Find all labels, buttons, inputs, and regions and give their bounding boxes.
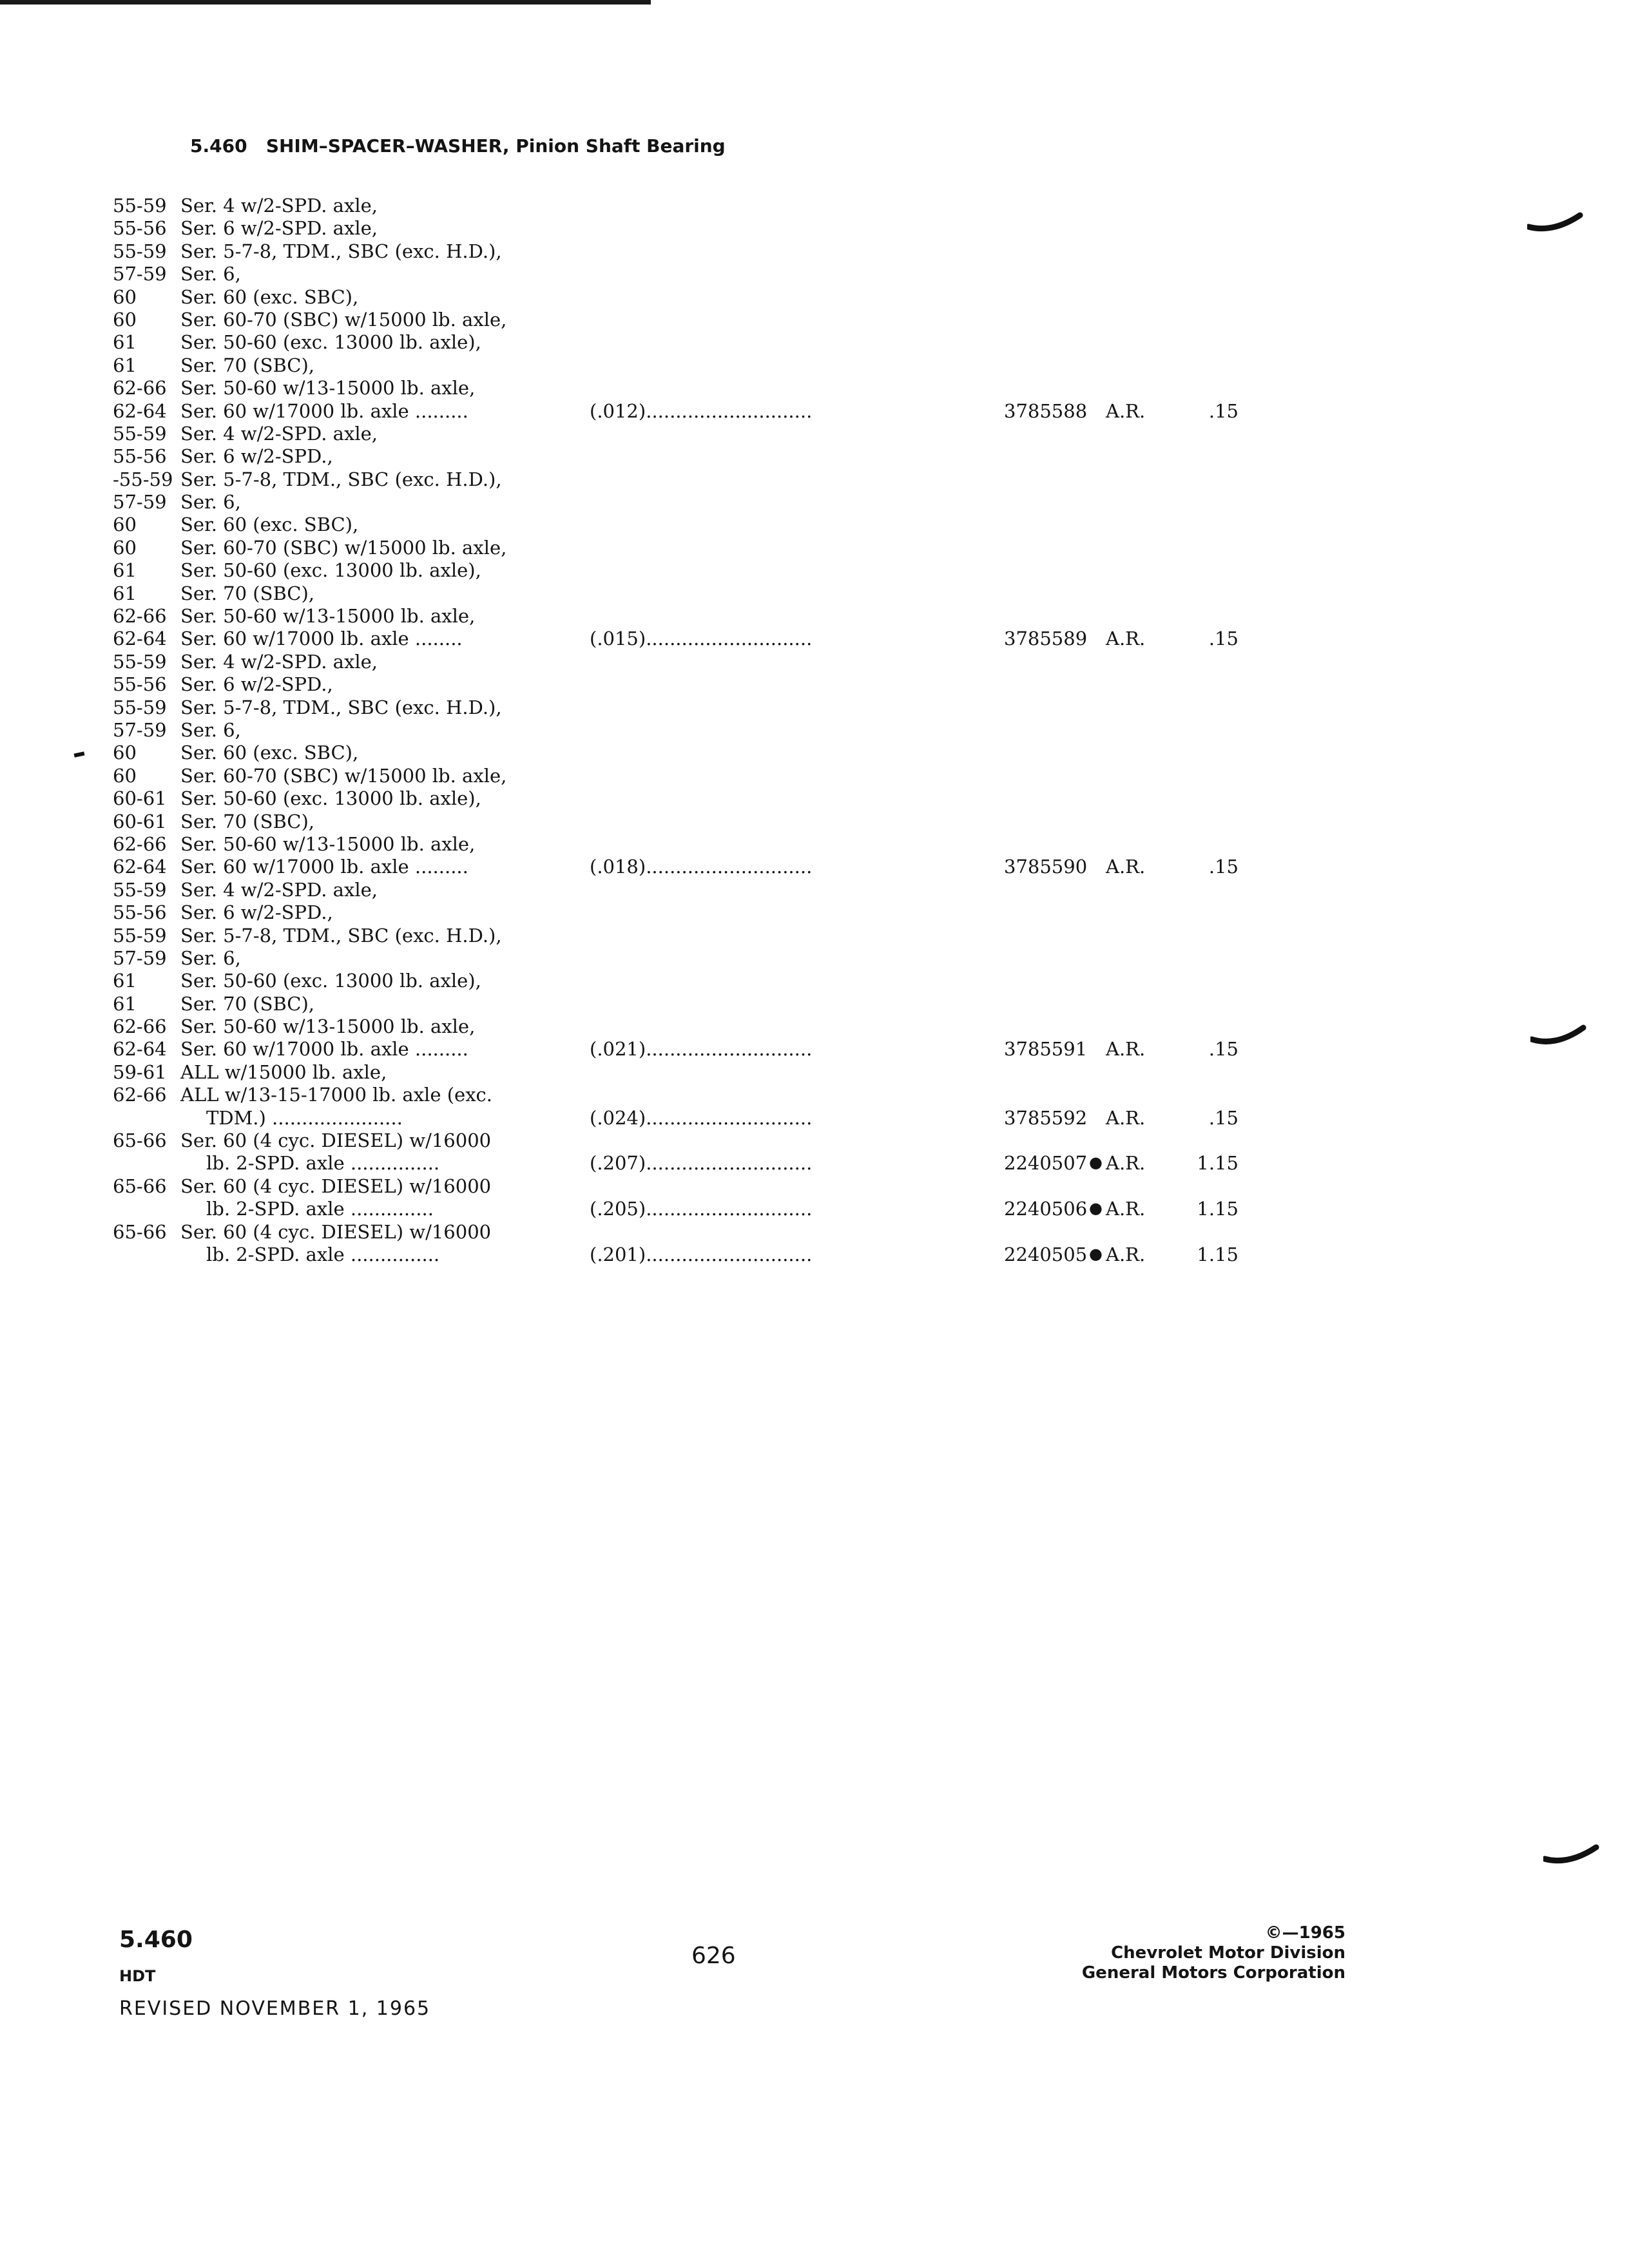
part-line [0, 742, 1629, 764]
part-line [0, 559, 1629, 582]
application-description: Ser. 70 (SBC), [180, 582, 315, 604]
part-line [0, 1198, 1629, 1220]
model-years: 55-56 [113, 673, 167, 696]
shim-thickness: (.021)............................ [590, 1038, 813, 1061]
part-line [0, 582, 1629, 605]
model-years: 55-59 [113, 878, 167, 901]
part-line [0, 400, 1629, 423]
quantity: A.R. [1106, 856, 1146, 878]
footer-corporation: General Motors Corporation [1081, 1963, 1345, 1983]
part-line [0, 1152, 1629, 1175]
margin-tick-mark [1527, 206, 1585, 238]
model-years: 55-59 [113, 195, 167, 216]
model-years: 60-61 [113, 787, 167, 810]
part-line [0, 673, 1629, 696]
application-description: Ser. 60 (exc. SBC), [180, 514, 359, 536]
application-description: Ser. 60 (4 cyc. DIESEL) w/16000 [180, 1220, 492, 1243]
model-years: 62-66 [113, 605, 167, 628]
model-years: 55-59 [113, 240, 167, 262]
application-description: Ser. 50-60 (exc. 13000 lb. axle), [180, 787, 481, 810]
model-years: 62-64 [113, 856, 167, 878]
model-years: 59-61 [113, 1061, 167, 1083]
model-years: 60 [113, 308, 137, 331]
application-description: lb. 2-SPD. axle ............... [206, 1152, 440, 1175]
shim-thickness: (.201)............................ [590, 1243, 813, 1265]
part-line [0, 1221, 1629, 1244]
model-years: 62-66 [113, 832, 167, 855]
application-description: Ser. 50-60 (exc. 13000 lb. axle), [180, 559, 481, 582]
part-line [0, 993, 1629, 1015]
part-group [0, 1061, 1629, 1129]
model-years: 57-59 [113, 947, 167, 969]
application-description: Ser. 60 (4 cyc. DIESEL) w/16000 [180, 1175, 492, 1197]
price: 1.15 [1197, 1152, 1239, 1175]
footer-copyright: ©—1965 [1265, 1923, 1345, 1943]
model-years: 61 [113, 582, 137, 604]
part-line [0, 286, 1629, 309]
part-number: 2240506 [1004, 1198, 1088, 1220]
part-group [0, 651, 1629, 879]
application-description: Ser. 6 w/2-SPD., [180, 901, 333, 924]
quantity: A.R. [1106, 628, 1146, 650]
top-rule [0, 0, 651, 5]
part-line [0, 765, 1629, 787]
model-years: 62-64 [113, 1038, 167, 1061]
part-group [0, 1175, 1629, 1221]
section-heading [190, 135, 726, 157]
application-description: Ser. 6 w/2-SPD., [180, 445, 333, 468]
application-description: Ser. 6 w/2-SPD. axle, [180, 217, 378, 240]
part-group [0, 195, 1629, 423]
part-line [0, 537, 1629, 559]
model-years: 61 [113, 970, 137, 992]
footer-model: HDT [119, 1967, 156, 1985]
application-description: Ser. 6, [180, 947, 241, 969]
model-years: 65-66 [113, 1220, 167, 1243]
part-number: 2240505 [1004, 1243, 1088, 1265]
model-years: 55-56 [113, 217, 167, 240]
application-description: Ser. 70 (SBC), [180, 992, 315, 1015]
part-line [0, 468, 1629, 491]
part-line [0, 1244, 1629, 1266]
model-years: 61 [113, 992, 137, 1015]
application-description: Ser. 60 w/17000 lb. axle ......... [180, 856, 468, 878]
shim-thickness: (.018)............................ [590, 856, 813, 878]
application-description: Ser. 50-60 (exc. 13000 lb. axle), [180, 970, 481, 992]
part-number: 3785588 [1004, 399, 1088, 422]
part-line [0, 263, 1629, 285]
application-description: Ser. 60 w/17000 lb. axle ......... [180, 1038, 468, 1061]
part-line [0, 1038, 1629, 1061]
application-description: Ser. 60 w/17000 lb. axle ......... [180, 399, 468, 422]
shim-thickness: (.024)............................ [590, 1106, 813, 1129]
part-line [0, 605, 1629, 628]
application-description: Ser. 50-60 w/13-15000 lb. axle, [180, 377, 476, 399]
part-line [0, 628, 1629, 650]
footer-revised-date: REVISED NOVEMBER 1, 1965 [119, 1997, 431, 2020]
part-line [0, 195, 1629, 217]
model-years: 57-59 [113, 263, 167, 285]
quantity: A.R. [1106, 399, 1146, 422]
price: .15 [1208, 856, 1239, 878]
application-description: Ser. 50-60 w/13-15000 lb. axle, [180, 605, 476, 628]
application-description: Ser. 60 w/17000 lb. axle ........ [180, 628, 463, 650]
part-group [0, 879, 1629, 1061]
application-description: Ser. 50-60 w/13-15000 lb. axle, [180, 1015, 476, 1038]
part-line [0, 377, 1629, 399]
part-line [0, 1175, 1629, 1198]
quantity: A.R. [1106, 1243, 1146, 1265]
section-title: SHIM–SPACER–WASHER, [265, 135, 510, 157]
part-number: 3785592 [1004, 1106, 1088, 1129]
part-line [0, 856, 1629, 878]
price: 1.15 [1197, 1243, 1239, 1265]
application-description: Ser. 70 (SBC), [180, 810, 315, 832]
model-years: 55-59 [113, 422, 167, 445]
application-description: ALL w/15000 lb. axle, [180, 1061, 387, 1083]
application-description: Ser. 60 (exc. SBC), [180, 742, 359, 764]
part-group [0, 423, 1629, 651]
model-years: 55-59 [113, 696, 167, 718]
parts-list [0, 195, 1629, 1266]
model-years: 61 [113, 559, 137, 582]
application-description: Ser. 50-60 w/13-15000 lb. axle, [180, 832, 476, 855]
model-years: 57-59 [113, 491, 167, 514]
application-description: lb. 2-SPD. axle ............... [206, 1243, 440, 1265]
model-years: 62-64 [113, 399, 167, 422]
application-description: ALL w/13-15-17000 lb. axle (exc. [180, 1084, 493, 1106]
model-years: 62-66 [113, 1084, 167, 1106]
application-description: Ser. 60 (exc. SBC), [180, 285, 359, 308]
new-part-bullet: ● [1089, 1153, 1103, 1172]
model-years: 62-66 [113, 1015, 167, 1038]
model-years: 60 [113, 764, 137, 787]
application-description: Ser. 70 (SBC), [180, 354, 315, 376]
application-description: Ser. 60-70 (SBC) w/15000 lb. axle, [180, 536, 507, 559]
price: .15 [1208, 628, 1239, 650]
application-description: Ser. 60-70 (SBC) w/15000 lb. axle, [180, 764, 507, 787]
application-description: Ser. 4 w/2-SPD. axle, [180, 195, 378, 216]
part-line [0, 811, 1629, 833]
model-years: 60 [113, 285, 137, 308]
part-line [0, 1015, 1629, 1038]
margin-tick-mark [1543, 1840, 1601, 1872]
model-years: 62-66 [113, 377, 167, 399]
application-description: Ser. 4 w/2-SPD. axle, [180, 422, 378, 445]
part-number: 3785591 [1004, 1038, 1088, 1061]
part-line [0, 1129, 1629, 1152]
application-description: Ser. 4 w/2-SPD. axle, [180, 878, 378, 901]
application-description: Ser. 4 w/2-SPD. axle, [180, 650, 378, 673]
part-line [0, 787, 1629, 810]
shim-thickness: (.207)............................ [590, 1152, 813, 1175]
model-years: 65-66 [113, 1129, 167, 1152]
application-description: Ser. 5-7-8, TDM., SBC (exc. H.D.), [180, 468, 502, 490]
page-number: 626 [691, 1943, 736, 1969]
model-years: 60 [113, 514, 137, 536]
footer-publisher [1082, 1923, 1345, 1983]
footer-division: Chevrolet Motor Division [1111, 1943, 1345, 1963]
application-description: Ser. 60 (4 cyc. DIESEL) w/16000 [180, 1129, 492, 1152]
part-line [0, 331, 1629, 354]
application-description: Ser. 6, [180, 491, 241, 514]
model-years: -55-59 [113, 468, 173, 490]
section-code: 5.460 [190, 135, 247, 157]
model-years: 60 [113, 536, 137, 559]
part-line [0, 491, 1629, 514]
model-years: 62-64 [113, 628, 167, 650]
part-line [0, 947, 1629, 970]
application-description: Ser. 6 w/2-SPD., [180, 673, 333, 696]
shim-thickness: (.015)............................ [590, 628, 813, 650]
application-description: Ser. 5-7-8, TDM., SBC (exc. H.D.), [180, 696, 502, 718]
price: .15 [1208, 1038, 1239, 1061]
model-years: 60 [113, 742, 137, 764]
part-line [0, 925, 1629, 947]
margin-tick-mark [1530, 1021, 1588, 1053]
model-years: 61 [113, 331, 137, 354]
part-line [0, 901, 1629, 924]
new-part-bullet: ● [1089, 1244, 1103, 1263]
model-years: 61 [113, 354, 137, 376]
part-line [0, 833, 1629, 856]
model-years: 55-59 [113, 650, 167, 673]
part-group [0, 1221, 1629, 1267]
part-line [0, 354, 1629, 377]
application-description: TDM.) ...................... [206, 1106, 403, 1129]
part-line [0, 423, 1629, 445]
model-years: 55-56 [113, 445, 167, 468]
part-number: 2240507 [1004, 1152, 1088, 1175]
part-line [0, 445, 1629, 468]
part-number: 3785589 [1004, 628, 1088, 650]
part-line [0, 970, 1629, 992]
footer-section-code: 5.460 [119, 1927, 193, 1953]
application-description: Ser. 6, [180, 263, 241, 285]
quantity: A.R. [1106, 1106, 1146, 1129]
part-number: 3785590 [1004, 856, 1088, 878]
part-line [0, 697, 1629, 719]
part-line [0, 879, 1629, 901]
model-years: 57-59 [113, 718, 167, 741]
part-line [0, 514, 1629, 536]
model-years: 55-59 [113, 924, 167, 947]
shim-thickness: (.205)............................ [590, 1198, 813, 1220]
part-line [0, 240, 1629, 263]
model-years: 65-66 [113, 1175, 167, 1197]
application-description: Ser. 5-7-8, TDM., SBC (exc. H.D.), [180, 924, 502, 947]
quantity: A.R. [1106, 1038, 1146, 1061]
application-description: Ser. 5-7-8, TDM., SBC (exc. H.D.), [180, 240, 502, 262]
model-years: 60-61 [113, 810, 167, 832]
application-description: Ser. 60-70 (SBC) w/15000 lb. axle, [180, 308, 507, 331]
application-description: Ser. 50-60 (exc. 13000 lb. axle), [180, 331, 481, 354]
part-line [0, 309, 1629, 331]
price: .15 [1208, 1106, 1239, 1129]
part-line [0, 1084, 1629, 1106]
part-group [0, 1129, 1629, 1175]
part-line [0, 719, 1629, 742]
part-line [0, 1061, 1629, 1084]
price: .15 [1208, 399, 1239, 422]
shim-thickness: (.012)............................ [590, 399, 813, 422]
part-line [0, 651, 1629, 673]
part-line [0, 1107, 1629, 1129]
price: 1.15 [1197, 1198, 1239, 1220]
application-description: lb. 2-SPD. axle .............. [206, 1198, 434, 1220]
quantity: A.R. [1106, 1152, 1146, 1175]
new-part-bullet: ● [1089, 1199, 1103, 1218]
section-subtitle: Pinion Shaft Bearing [516, 135, 726, 157]
quantity: A.R. [1106, 1198, 1146, 1220]
model-years: 55-56 [113, 901, 167, 924]
application-description: Ser. 6, [180, 718, 241, 741]
part-line [0, 217, 1629, 240]
